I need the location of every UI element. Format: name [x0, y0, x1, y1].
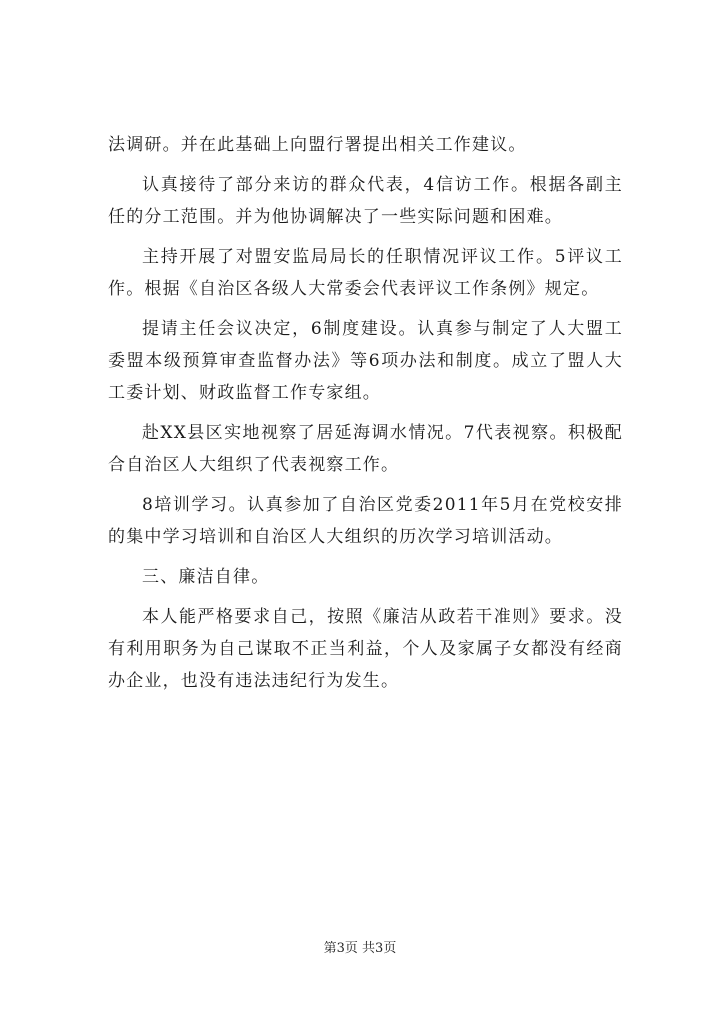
- section-heading-integrity: 三、廉洁自律。: [142, 567, 270, 587]
- paragraph-5: 赴XX县区实地视察了居延海调水情况。7代表视察。积极配合自治区人大组织了代表视察工作。: [108, 423, 623, 475]
- paragraph-8: 本人能严格要求自己，按照《廉洁从政若干准则》要求。没有利用职务为自己谋取不正当利益，个人及家属子女都没有经商办企业，也没有违法违纪行为发生。: [108, 607, 623, 691]
- paragraph-6: 8培训学习。认真参加了自治区党委2011年5月在党校安排的集中学习培训和自治区人大组织的历次学习培训活动。: [108, 495, 623, 547]
- page-number-footer: 第3页 共3页: [323, 941, 397, 956]
- paragraph-2: 认真接待了部分来访的群众代表，4信访工作。根据各副主任的分工范围。并为他协调解决了一些实际问题和困难。: [108, 175, 623, 227]
- paragraph-3: 主持开展了对盟安监局局长的任职情况评议工作。5评议工作。根据《自治区各级人大常委会代表评议工作条例》规定。: [108, 247, 623, 299]
- paragraph-4: 提请主任会议决定，6制度建设。认真参与制定了人大盟工委盟本级预算审查监督办法》等6项办法和制度。成立了盟人大工委计划、财政监督工作专家组。: [108, 319, 623, 403]
- document-body: [108, 129, 623, 705]
- paragraph-1: 法调研。并在此基础上向盟行署提出相关工作建议。: [108, 135, 527, 155]
